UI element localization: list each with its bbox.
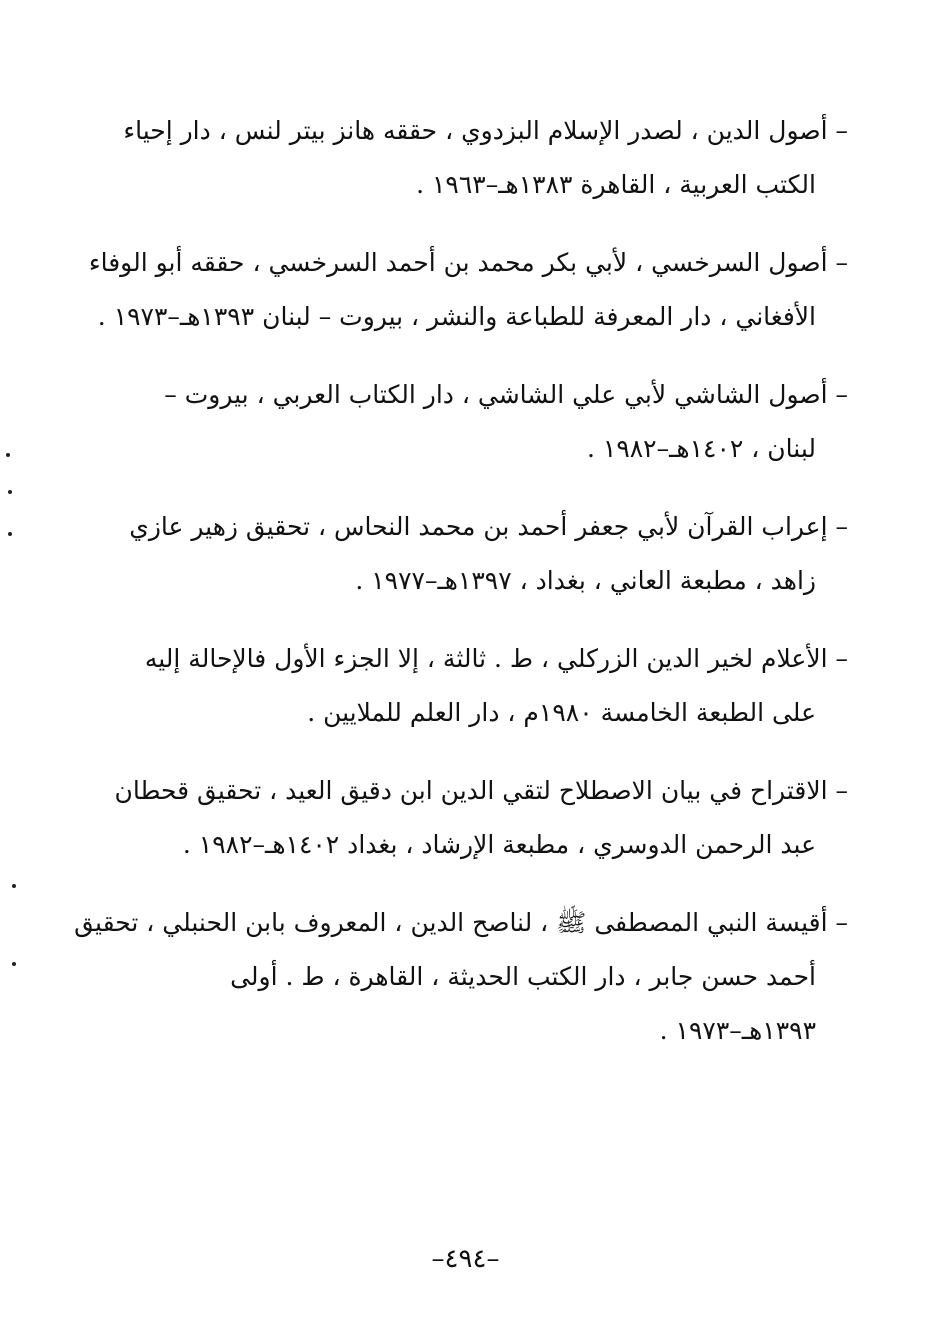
scan-speck [12,962,16,966]
entry-line: الأفغاني ، دار المعرفة للطباعة والنشر ، بيروت – لبنان ١٣٩٣هـ–١٩٧٣ . [97,302,816,331]
entry-line: – الاقتراح في بيان الاصطلاح لتقي الدين ابن دقيق العيد ، تحقيق قحطان [114,776,848,805]
entry-line: عبد الرحمن الدوسري ، مطبعة الإرشاد ، بغداد ١٤٠٢هـ–١٩٨٢ . [182,830,816,859]
bibliography-entry [100,368,848,476]
entry-line: الكتب العربية ، القاهرة ١٣٨٣هـ–١٩٦٣ . [416,170,816,199]
page-number: –٤٩٤– [431,1244,500,1274]
entry-line: أحمد حسن جابر ، دار الكتب الحديثة ، القاهرة ، ط . أولى [230,962,816,991]
scan-speck [6,453,10,457]
bibliography-entry [100,632,848,740]
entry-line: – أصول الدين ، لصدر الإسلام البزدوي ، حققه هانز بيتر لنس ، دار إحياء [123,116,848,145]
entry-line: – أصول الشاشي لأبي علي الشاشي ، دار الكتاب العربي ، بيروت – [164,380,848,409]
bibliography-list [74,104,848,1082]
bibliography-entry [100,500,848,608]
entry-line: – أصول السرخسي ، لأبي بكر محمد بن أحمد السرخسي ، حققه أبو الوفاء [88,248,848,277]
bibliography-entry [100,104,848,212]
scan-speck [12,884,16,888]
entry-line: – أقيسة النبي المصطفى ﷺ ، لناصح الدين ، المعروف بابن الحنبلي ، تحقيق [74,908,848,937]
bibliography-entry [88,236,848,344]
entry-line: زاهد ، مطبعة العاني ، بغداد ، ١٣٩٧هـ–١٩٧٧ . [355,566,816,595]
entry-line: ١٣٩٣هـ–١٩٧٣ . [659,1016,816,1045]
entry-line: على الطبعة الخامسة ١٩٨٠م ، دار العلم للملايين . [307,698,816,727]
bibliography-entry [100,764,848,872]
bibliography-entry [74,896,848,1058]
scan-speck [8,490,12,494]
entry-line: – الأعلام لخير الدين الزركلي ، ط . ثالثة ، إلا الجزء الأول فالإحالة إليه [144,644,848,673]
entry-line: لبنان ، ١٤٠٢هـ–١٩٨٢ . [586,434,816,463]
scan-speck [8,532,12,536]
entry-line: – إعراب القرآن لأبي جعفر أحمد بن محمد النحاس ، تحقيق زهير عازي [129,512,848,541]
